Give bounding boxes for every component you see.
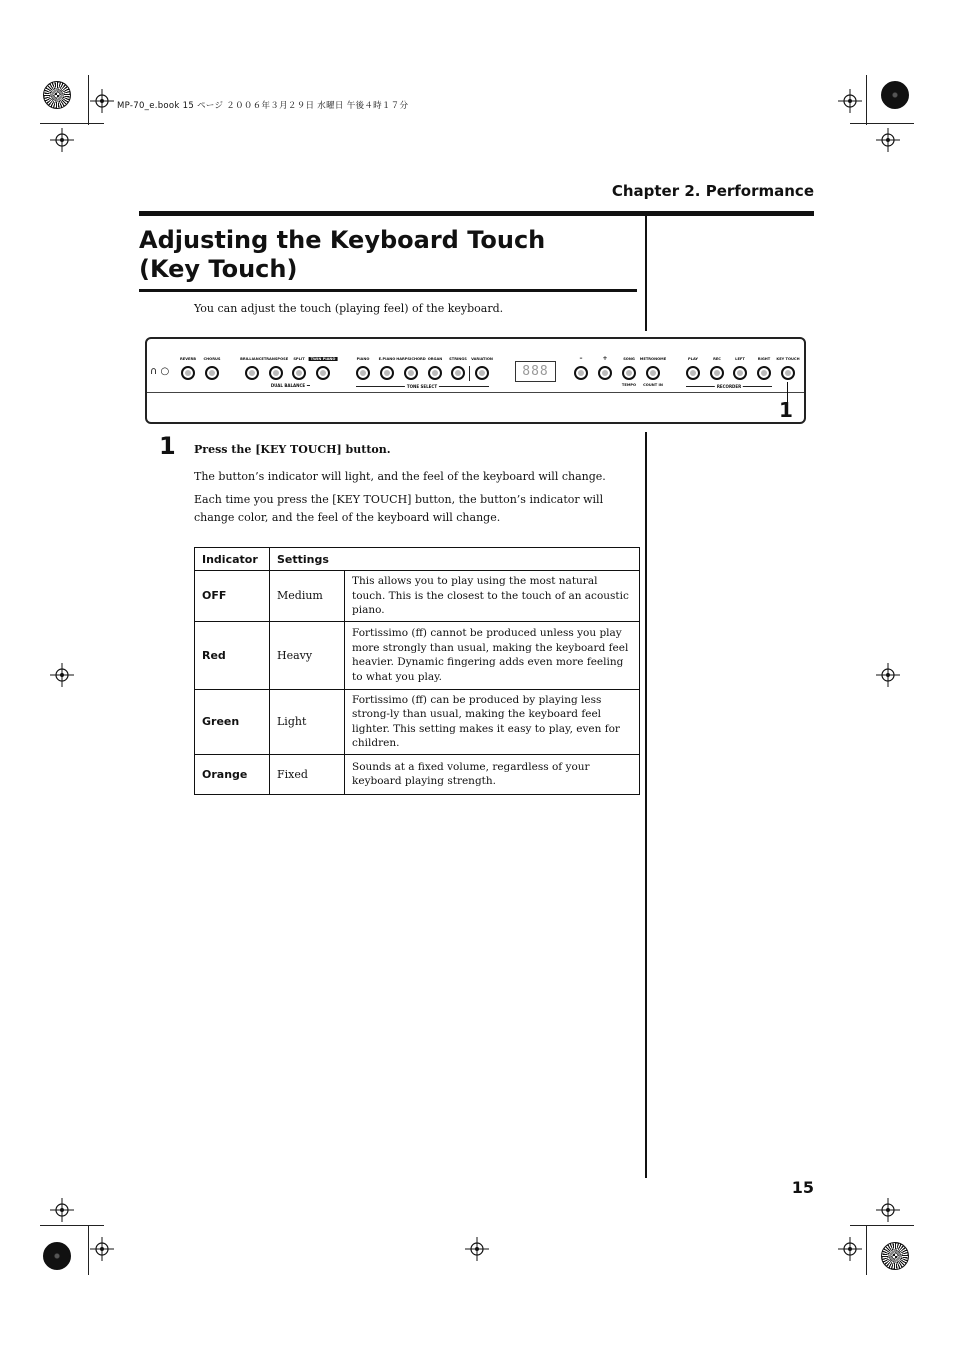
section-title-line: Adjusting the Keyboard Touch xyxy=(139,226,546,254)
top-rule xyxy=(139,211,814,216)
column-rule xyxy=(645,432,647,1178)
harpsichord-button xyxy=(404,366,418,380)
panel-label-organ: ORGAN xyxy=(427,357,443,361)
step-paragraph: Each time you press the [KEY TOUCH] button, the button’s indicator will change color, and the feel of the keyboard will change. xyxy=(194,493,604,524)
chorus-button xyxy=(205,366,219,380)
panel-label-tempo: TEMPO xyxy=(621,383,637,387)
step-paragraph: The button’s indicator will light, and the feel of the keyboard will change. xyxy=(194,470,606,483)
setting-cell: Light xyxy=(270,689,345,754)
brilliance-button xyxy=(245,366,259,380)
table-row xyxy=(195,754,640,794)
crop-mark xyxy=(850,1225,914,1226)
registration-crosshair-icon xyxy=(90,1237,114,1261)
file-header: MP-70_e.book 15 ページ ２００６年３月２９日 水曜日 午後４時１７分 xyxy=(117,101,409,111)
panel-label-key-touch: KEY TOUCH xyxy=(776,357,800,361)
table-header-indicator: Indicator xyxy=(195,548,270,571)
plus-button xyxy=(598,366,612,380)
crop-mark xyxy=(850,123,914,124)
rec-button xyxy=(710,366,724,380)
registration-crosshair-icon xyxy=(90,89,114,113)
registration-crosshair-icon xyxy=(50,128,74,152)
registration-sunburst-icon xyxy=(43,1242,71,1270)
crop-mark xyxy=(88,75,89,125)
title-rule xyxy=(139,289,637,292)
panel-label-metronome: METRONOME xyxy=(639,357,667,361)
setting-cell: Fixed xyxy=(270,754,345,794)
column-rule xyxy=(645,216,647,331)
right-button xyxy=(757,366,771,380)
split-button xyxy=(292,366,306,380)
setting-cell: Heavy xyxy=(270,621,345,689)
indicator-cell: Orange xyxy=(195,754,270,794)
crop-mark xyxy=(40,123,104,124)
chapter-label: Chapter 2. Performance xyxy=(611,182,814,200)
panel-separator xyxy=(469,366,470,381)
callout-number: 1 xyxy=(779,398,793,422)
panel-label-count-in: COUNT IN xyxy=(643,383,663,387)
panel-label-strings: STRINGS xyxy=(449,357,467,361)
transpose-button xyxy=(269,366,283,380)
registration-crosshair-icon xyxy=(465,1237,489,1261)
panel-label-left: LEFT xyxy=(735,357,745,361)
registration-crosshair-icon xyxy=(876,1198,900,1222)
panel-label-rec: REC xyxy=(713,357,721,361)
indicator-cell: Red xyxy=(195,621,270,689)
description-cell: Fortissimo (ff) cannot be produced unless you play more strongly than usual, making the keyboard feel heavier. Dynamic fingering adds even more feeling to what you play. xyxy=(345,621,640,689)
table-header-settings: Settings xyxy=(270,548,640,571)
strings-button xyxy=(451,366,465,380)
registration-sunburst-icon xyxy=(43,81,71,109)
table-header-row xyxy=(195,548,640,571)
led-display: 888 xyxy=(515,361,556,382)
panel-label-song: SONG xyxy=(623,357,635,361)
panel-label-variation: VARIATION xyxy=(471,357,493,361)
registration-crosshair-icon xyxy=(876,128,900,152)
key-touch-settings-table xyxy=(194,547,640,795)
panel-label-e-piano: E.PIANO xyxy=(378,357,396,361)
panel-label-chorus: CHORUS xyxy=(203,357,221,361)
song-button xyxy=(622,366,636,380)
crop-mark xyxy=(88,1225,89,1275)
play-button xyxy=(686,366,700,380)
group-label-dual-balance: DUAL BALANCE xyxy=(270,382,306,388)
table-row xyxy=(195,571,640,622)
setting-cell: Medium xyxy=(270,571,345,622)
panel-label-harpsichord: HARPSICHORD xyxy=(396,357,426,361)
panel-label-split: SPLIT xyxy=(293,357,305,361)
crop-mark xyxy=(866,75,867,125)
panel-divider xyxy=(147,392,804,393)
minus-button xyxy=(574,366,588,380)
crop-mark xyxy=(40,1225,104,1226)
registration-crosshair-icon xyxy=(50,663,74,687)
control-panel-illustration xyxy=(145,337,806,424)
panel-label-right: RIGHT xyxy=(757,357,771,361)
variation-button xyxy=(475,366,489,380)
group-label-tone-select: TONE SELECT xyxy=(406,383,438,389)
step-title: Press the [KEY TOUCH] button. xyxy=(194,443,391,456)
e-piano-button xyxy=(380,366,394,380)
section-title xyxy=(139,226,639,284)
registration-sunburst-icon xyxy=(881,81,909,109)
twin-piano-button xyxy=(316,366,330,380)
crop-mark xyxy=(866,1225,867,1275)
headphones-icon: ∩ ○ xyxy=(150,366,170,377)
registration-crosshair-icon xyxy=(50,1198,74,1222)
panel-label-play: PLAY xyxy=(688,357,698,361)
table-row xyxy=(195,689,640,754)
description-cell: This allows you to play using the most natural touch. This is the closest to the touch of an acoustic piano. xyxy=(345,571,640,622)
registration-crosshair-icon xyxy=(838,1237,862,1261)
registration-crosshair-icon xyxy=(876,663,900,687)
description-cell: Sounds at a fixed volume, regardless of your keyboard playing strength. xyxy=(345,754,640,794)
page-number: 15 xyxy=(791,1178,814,1197)
left-button xyxy=(733,366,747,380)
panel-label-twin-piano: TWIN PIANO xyxy=(310,357,336,361)
section-title-line: (Key Touch) xyxy=(139,255,298,283)
panel-label-reverb: REVERB xyxy=(180,357,196,361)
panel-label-minus: – xyxy=(579,355,583,362)
organ-button xyxy=(428,366,442,380)
step-number: 1 xyxy=(159,432,176,460)
description-cell: Fortissimo (ff) can be produced by playing less strong-ly than usual, making the keyboard feel lighter. This setting makes it easy to play, even for children. xyxy=(345,689,640,754)
panel-label-brilliance: BRILLIANCE xyxy=(240,357,264,361)
panel-label-transpose: TRANSPOSE xyxy=(263,357,289,361)
registration-crosshair-icon xyxy=(838,89,862,113)
indicator-cell: Green xyxy=(195,689,270,754)
piano-button xyxy=(356,366,370,380)
indicator-cell: OFF xyxy=(195,571,270,622)
table-row xyxy=(195,621,640,689)
intro-text: You can adjust the touch (playing feel) of the keyboard. xyxy=(194,302,504,315)
reverb-button xyxy=(181,366,195,380)
group-label-recorder: RECORDER xyxy=(716,383,742,389)
metronome-button xyxy=(646,366,660,380)
key-touch-button xyxy=(781,366,795,380)
panel-label-plus: + xyxy=(602,355,608,362)
registration-sunburst-icon xyxy=(881,1242,909,1270)
panel-label-piano: PIANO xyxy=(356,357,370,361)
